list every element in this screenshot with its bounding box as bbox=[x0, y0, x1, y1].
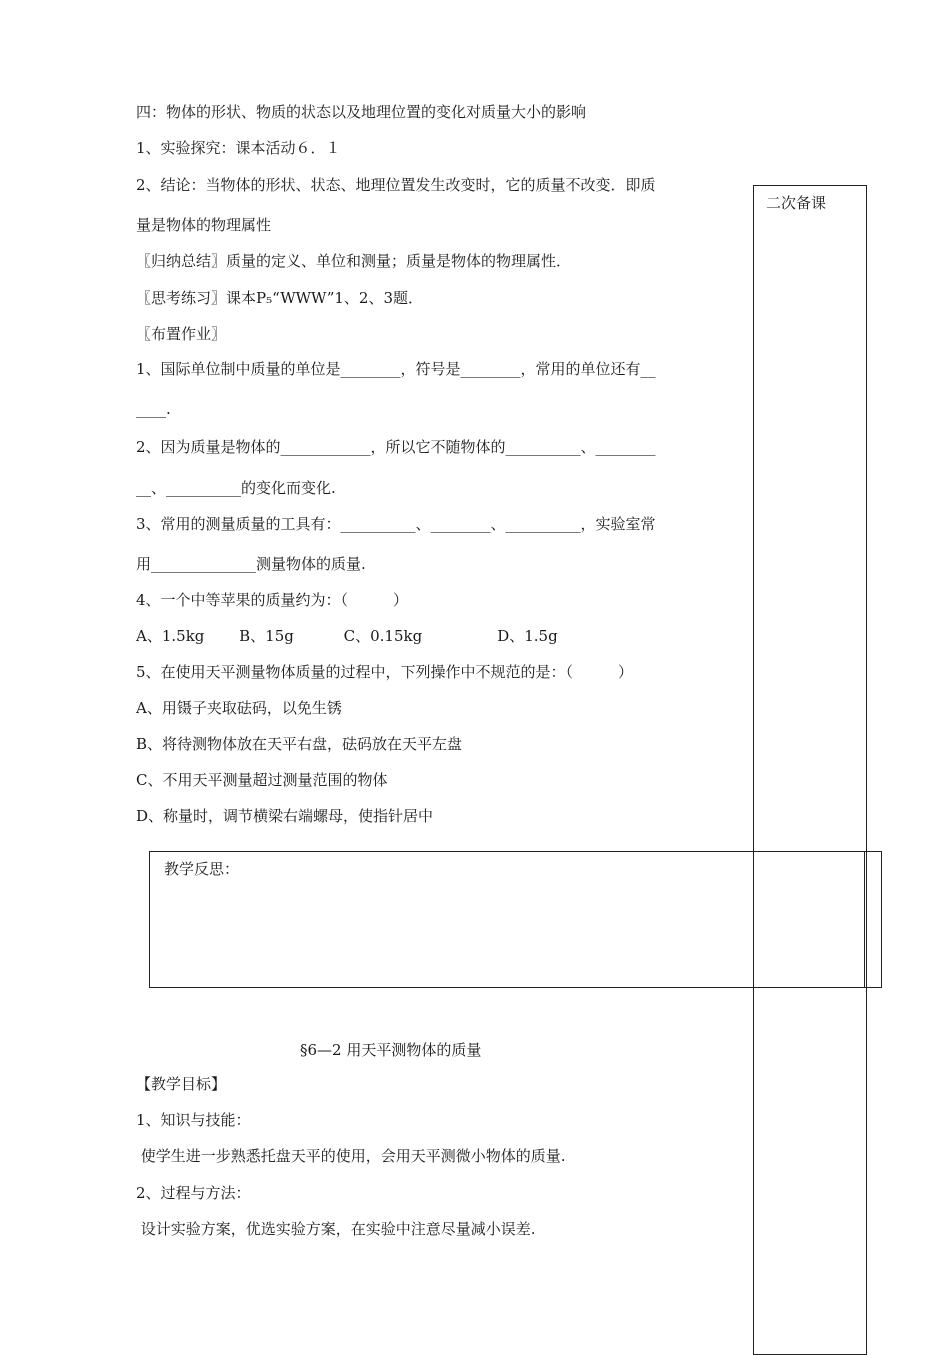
text-line: 〖归纳总结〗质量的定义、单位和测量；质量是物体的物理属性． bbox=[136, 252, 572, 270]
text-line: 〖布置作业〗 bbox=[136, 325, 227, 343]
text-line: C、不用天平测量超过测量范围的物体 bbox=[136, 771, 388, 789]
secondary-prep-panel bbox=[753, 185, 867, 1355]
text-line: 1、国际单位制中质量的单位是________，符号是________，常用的单位还有__ bbox=[136, 360, 656, 378]
secondary-prep-title: 二次备课 bbox=[766, 194, 827, 212]
text-line: 〖思考练习〗课本P₅“WWW”1、2、3题． bbox=[136, 289, 424, 307]
section-item: 2、过程与方法： bbox=[136, 1184, 251, 1202]
section-item: 设计实验方案，优选实验方案，在实验中注意尽量减小误差. bbox=[136, 1220, 536, 1238]
text-line: D、称量时，调节横梁右端螺母，使指针居中 bbox=[136, 807, 434, 825]
text-line: 4、一个中等苹果的质量约为：（ ） bbox=[136, 591, 409, 609]
teaching-reflection-box bbox=[149, 851, 882, 988]
section-title: §6—2 用天平测物体的质量 bbox=[300, 1041, 482, 1059]
text-line: 2、因为质量是物体的____________，所以它不随物体的__________、________ bbox=[136, 438, 656, 456]
text-line: 四：物体的形状、物质的状态以及地理位置的变化对质量大小的影响 bbox=[136, 103, 587, 121]
text-line: __、__________的变化而变化. bbox=[136, 479, 336, 497]
text-line: 量是物体的物理属性 bbox=[136, 216, 272, 234]
text-line: 2、结论：当物体的形状、状态、地理位置发生改变时，它的质量不改变．即质 bbox=[136, 176, 656, 194]
text-line: 5、在使用天平测量物体质量的过程中，下列操作中不规范的是：（ ） bbox=[136, 663, 634, 681]
text-line: ____. bbox=[136, 400, 171, 418]
teaching-reflection-label: 教学反思： bbox=[164, 860, 240, 878]
section-item: 1、知识与技能： bbox=[136, 1111, 251, 1129]
text-line: A、1.5kg B、15g C、0.15kg D、1.5g bbox=[136, 627, 558, 645]
reflection-divider bbox=[864, 851, 865, 988]
text-line: 3、常用的测量质量的工具有：__________、________、__________，实验室常 bbox=[136, 515, 656, 533]
section-item: 使学生进一步熟悉托盘天平的使用，会用天平测微小物体的质量. bbox=[136, 1147, 566, 1165]
text-line: A、用镊子夹取砝码，以免生锈 bbox=[136, 699, 342, 717]
section-heading: 【教学目标】 bbox=[136, 1075, 227, 1093]
text-line: 1、实验探究：课本活动６．１ bbox=[136, 139, 341, 157]
text-line: 用______________测量物体的质量. bbox=[136, 555, 366, 573]
text-line: B、将待测物体放在天平右盘，砝码放在天平左盘 bbox=[136, 735, 463, 753]
